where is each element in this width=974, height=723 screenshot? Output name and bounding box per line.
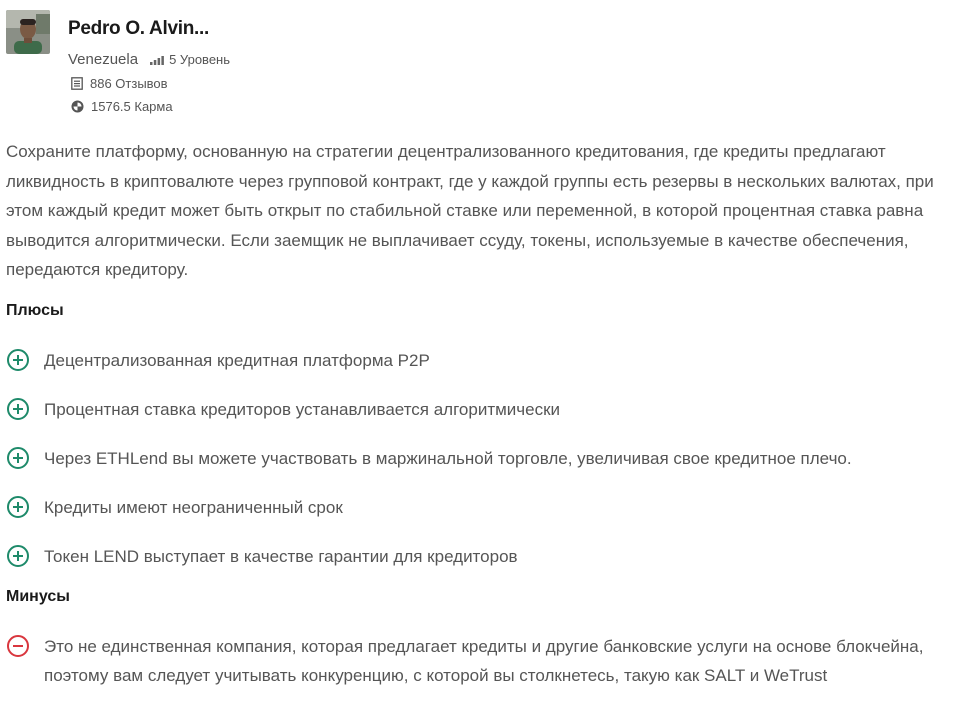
reviewer-country: Venezuela — [68, 51, 139, 68]
avatar[interactable] — [6, 10, 50, 54]
plus-circle-icon — [6, 348, 30, 372]
plus-circle-icon — [6, 544, 30, 568]
pros-item — [6, 542, 518, 571]
pros-item — [6, 346, 430, 375]
cons-item-text: Это не единственная компания, которая предлагает кредиты и другие банковские услуги на основе блокчейна, поэтому вам следует учитывать конкуренцию, с которой вы столкнетесь, такую как SALT и WeTrust — [44, 637, 924, 685]
pros-item — [6, 444, 852, 473]
pros-item — [6, 493, 343, 522]
pros-title: Плюсы — [6, 302, 64, 319]
pros-item-text: Децентрализованная кредитная платформа P2P — [44, 351, 430, 370]
level-label: 5 Уровень — [169, 52, 230, 67]
minus-circle-icon — [6, 634, 30, 658]
pros-item-text: Кредиты имеют неограниченный срок — [44, 498, 343, 517]
plus-circle-icon — [6, 446, 30, 470]
pros-item-text: Процентная ставка кредиторов устанавливается алгоритмически — [44, 400, 561, 419]
pros-item — [6, 395, 560, 424]
document-icon — [71, 77, 83, 90]
karma-count: 1576.5 Карма — [91, 99, 173, 114]
reviewer-level — [150, 52, 230, 67]
review-body: Сохраните платформу, основанную на стратегии децентрализованного кредитования, где кредиты предлагают ликвидность в криптовалюте через групповой контракт, где у каждой группы есть резервы в нескольких валютах, при этом каждый кредит может быть открыт по стабильной ставке или переменной, в которой процентная ставка равна выводится алгоритмически. Если заемщик не выплачивает ссуду, токены, используемые в качестве обеспечения, передаются кредитору. — [6, 142, 934, 279]
plus-circle-icon — [6, 397, 30, 421]
pros-item-text: Токен LEND выступает в качестве гарантии для кредиторов — [44, 547, 518, 566]
reviews-count: 886 Отзывов — [90, 76, 168, 91]
karma-icon — [71, 100, 84, 113]
reviewer-reviews — [71, 76, 230, 91]
reviewer-name[interactable]: Pedro O. Alvin... — [68, 18, 209, 39]
cons-title: Минусы — [6, 588, 70, 605]
plus-circle-icon — [6, 495, 30, 519]
reviewer-karma — [71, 99, 230, 114]
pros-item-text: Через ETHLend вы можете участвовать в маржинальной торговле, увеличивая свое кредитное плечо. — [44, 449, 852, 468]
cons-item — [6, 632, 954, 690]
reviewer-header — [6, 10, 230, 114]
signal-bars-icon — [150, 55, 164, 65]
